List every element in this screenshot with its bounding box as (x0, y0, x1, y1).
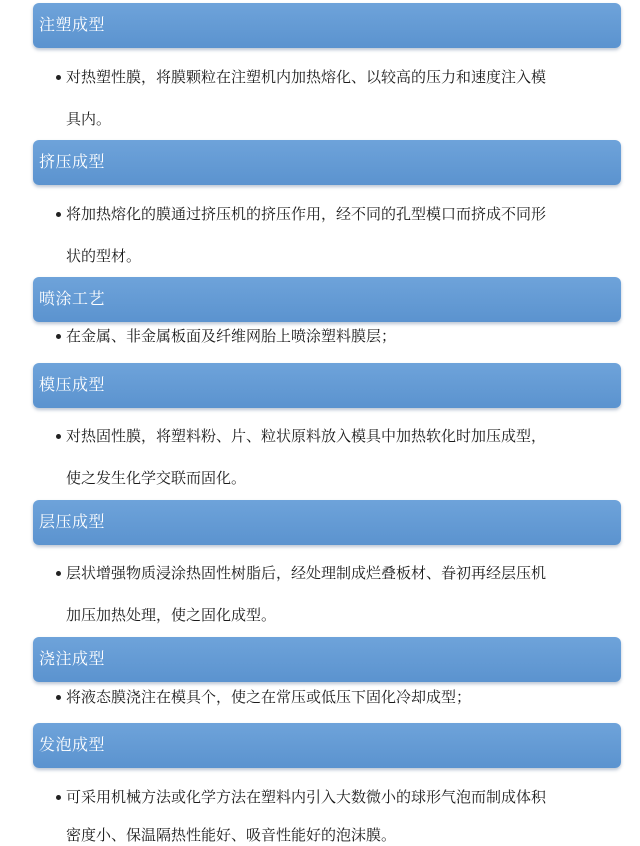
section-header-extrusion (33, 140, 621, 185)
bullet-icon (56, 695, 61, 700)
section-title: 挤压成型 (39, 152, 106, 171)
body-text-line: 加压加热处理，使之固化成型。 (66, 606, 277, 624)
section-title: 层压成型 (39, 512, 106, 531)
bullet-icon (56, 212, 61, 217)
bullet-icon (56, 571, 61, 576)
body-text-line: 可采用机械方法或化学方法在塑料内引入大数微小的球形气泡而制成体积 (66, 788, 547, 806)
body-text-line: 在金属、非金属板面及纤维网胎上喷涂塑料膜层； (66, 327, 397, 345)
section-title: 喷涂工艺 (39, 289, 106, 308)
body-text-line: 将加热熔化的膜通过挤压机的挤压作用，经不同的孔型模口而挤成不同形 (66, 205, 547, 223)
section-title: 注塑成型 (39, 15, 106, 34)
bullet-icon (56, 795, 61, 800)
body-text-line: 层状增强物质浸涂热固性树脂后，经处理制成烂叠板材、眷初再经层压机 (66, 564, 547, 582)
section-title: 发泡成型 (39, 735, 106, 754)
bullet-icon (56, 434, 61, 439)
body-text-line: 对热塑性膜，将膜颗粒在注塑机内加热熔化、以较高的压力和速度注入模 (66, 68, 547, 86)
section-title: 浇注成型 (39, 649, 106, 668)
section-header-foam-molding (33, 723, 621, 768)
body-text-line: 密度小、保温隔热性能好、吸音性能好的泡沫膜。 (66, 826, 397, 844)
body-text-line: 状的型材。 (66, 247, 142, 265)
bullet-icon (56, 334, 61, 339)
body-text-line: 具内。 (66, 110, 112, 128)
body-text-line: 将液态膜浇注在模具个，使之在常压或低压下固化冷却成型； (66, 688, 472, 706)
section-header-lamination (33, 500, 621, 545)
section-header-casting (33, 637, 621, 682)
section-title: 模压成型 (39, 375, 106, 394)
body-text-line: 对热固性膜，将塑料粉、片、粒状原料放入模具中加热软化时加压成型， (66, 427, 547, 445)
section-header-injection-molding (33, 3, 621, 48)
body-text-line: 使之发生化学交联而固化。 (66, 469, 247, 487)
bullet-icon (56, 75, 61, 80)
section-header-compression-molding (33, 363, 621, 408)
